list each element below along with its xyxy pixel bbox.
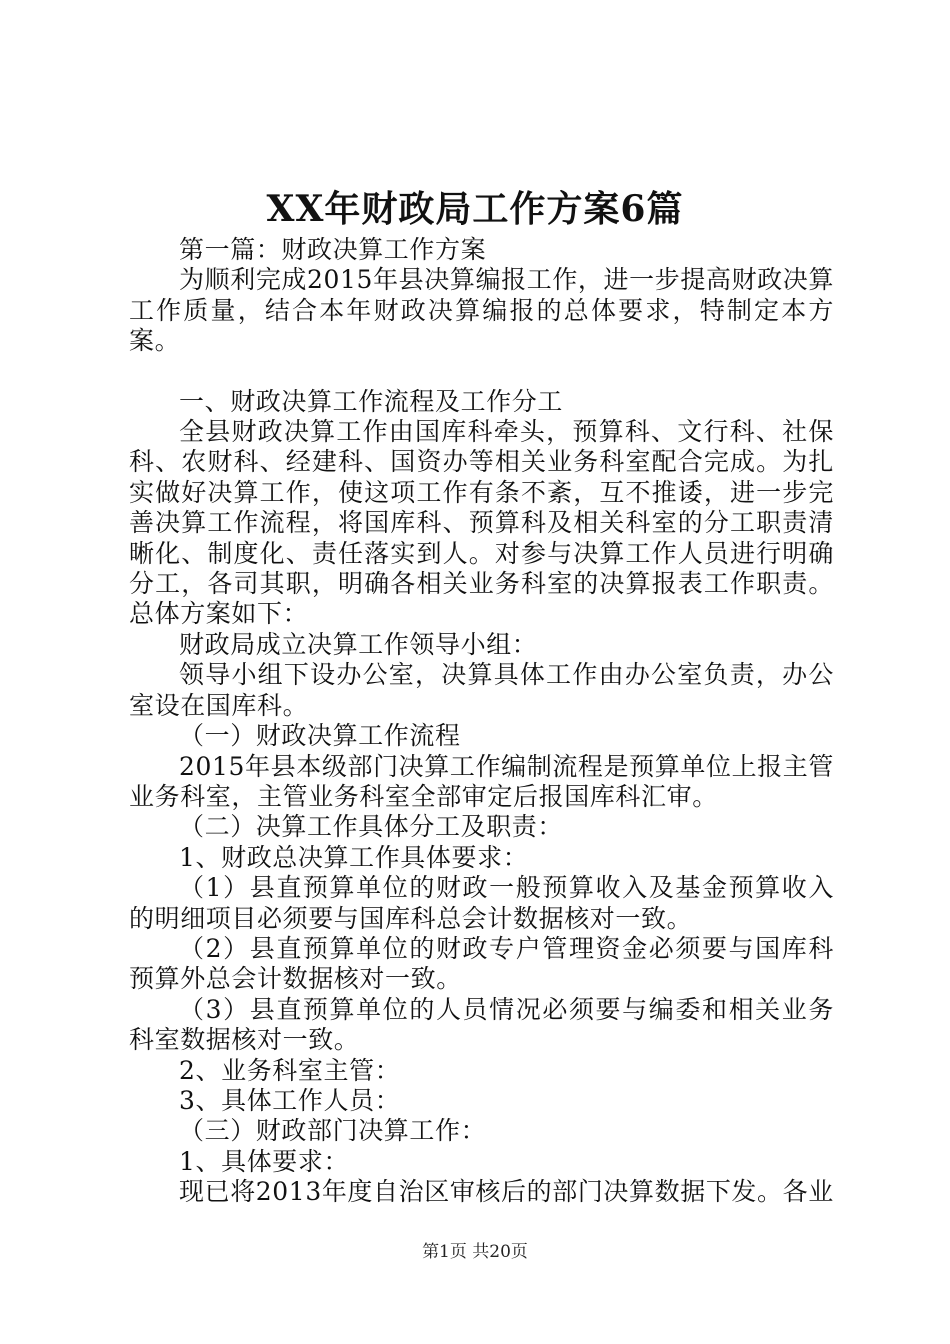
paragraph-spacer <box>129 357 834 387</box>
paragraph-intro: 为顺利完成2015年县决算编报工作，进一步提高财政决算工作质量，结合本年财政决算编报的总体要求，特制定本方案。 <box>129 265 834 356</box>
subheading-workflow: （一）财政决算工作流程 <box>179 721 461 751</box>
subitem-3: （3）县直预算单位的人员情况必须要与编委和相关业务科室数据核对一致。 <box>129 994 834 1055</box>
document-body <box>129 235 834 1208</box>
section-heading-workflow: 一、财政决算工作流程及工作分工 <box>179 386 564 416</box>
item-business-supervisor: 2、业务科室主管： <box>179 1055 401 1085</box>
paragraph-workflow-detail: 2015年县本级部门决算工作编制流程是预算单位上报主管业务科室，主管业务科室全部审定后报国库科汇审。 <box>129 751 834 811</box>
item-general-requirements: 1、财政总决算工作具体要求： <box>179 842 529 872</box>
paragraph-data-issued: 现已将2013年度自治区审核后的部门决算数据下发。各业 <box>179 1177 834 1207</box>
subheading-department-final-accounts: （三）财政部门决算工作： <box>179 1116 487 1146</box>
paragraph-leading-group: 财政局成立决算工作领导小组： <box>179 629 538 659</box>
subitem-2: （2）县直预算单位的财政专户管理资金必须要与国库科预算外总会计数据核对一致。 <box>129 933 834 994</box>
subitem-1: （1）县直预算单位的财政一般预算收入及基金预算收入的明细项目必须要与国库科总会计数据核对一致。 <box>129 873 834 933</box>
subheading-responsibilities: （二）决算工作具体分工及职责： <box>179 812 564 842</box>
paragraph-division-of-labor: 全县财政决算工作由国库科牵头，预算科、文行科、社保科、农财科、经建科、国资办等相关业务科室配合完成。为扎实做好决算工作，使这项工作有条不紊，互不推诿，进一步完善决算工作流程，将国库科、预算科及相关科室的分工职责清晰化、制度化、责任落实到人。对参与决算工作人员进行明确分工，各司其职，明确各相关业务科室的决算报表工作职责。总体方案如下： <box>129 417 834 629</box>
item-staff: 3、具体工作人员： <box>179 1085 401 1115</box>
paragraph-office: 领导小组下设办公室，决算具体工作由办公室负责，办公室设在国库科。 <box>129 660 834 720</box>
page-footer: 第1页 共20页 <box>422 1242 528 1262</box>
document-title: XX年财政局工作方案6篇 <box>266 188 684 230</box>
section-heading-part-one: 第一篇：财政决算工作方案 <box>179 235 487 264</box>
item-specific-requirements: 1、具体要求： <box>179 1146 350 1176</box>
